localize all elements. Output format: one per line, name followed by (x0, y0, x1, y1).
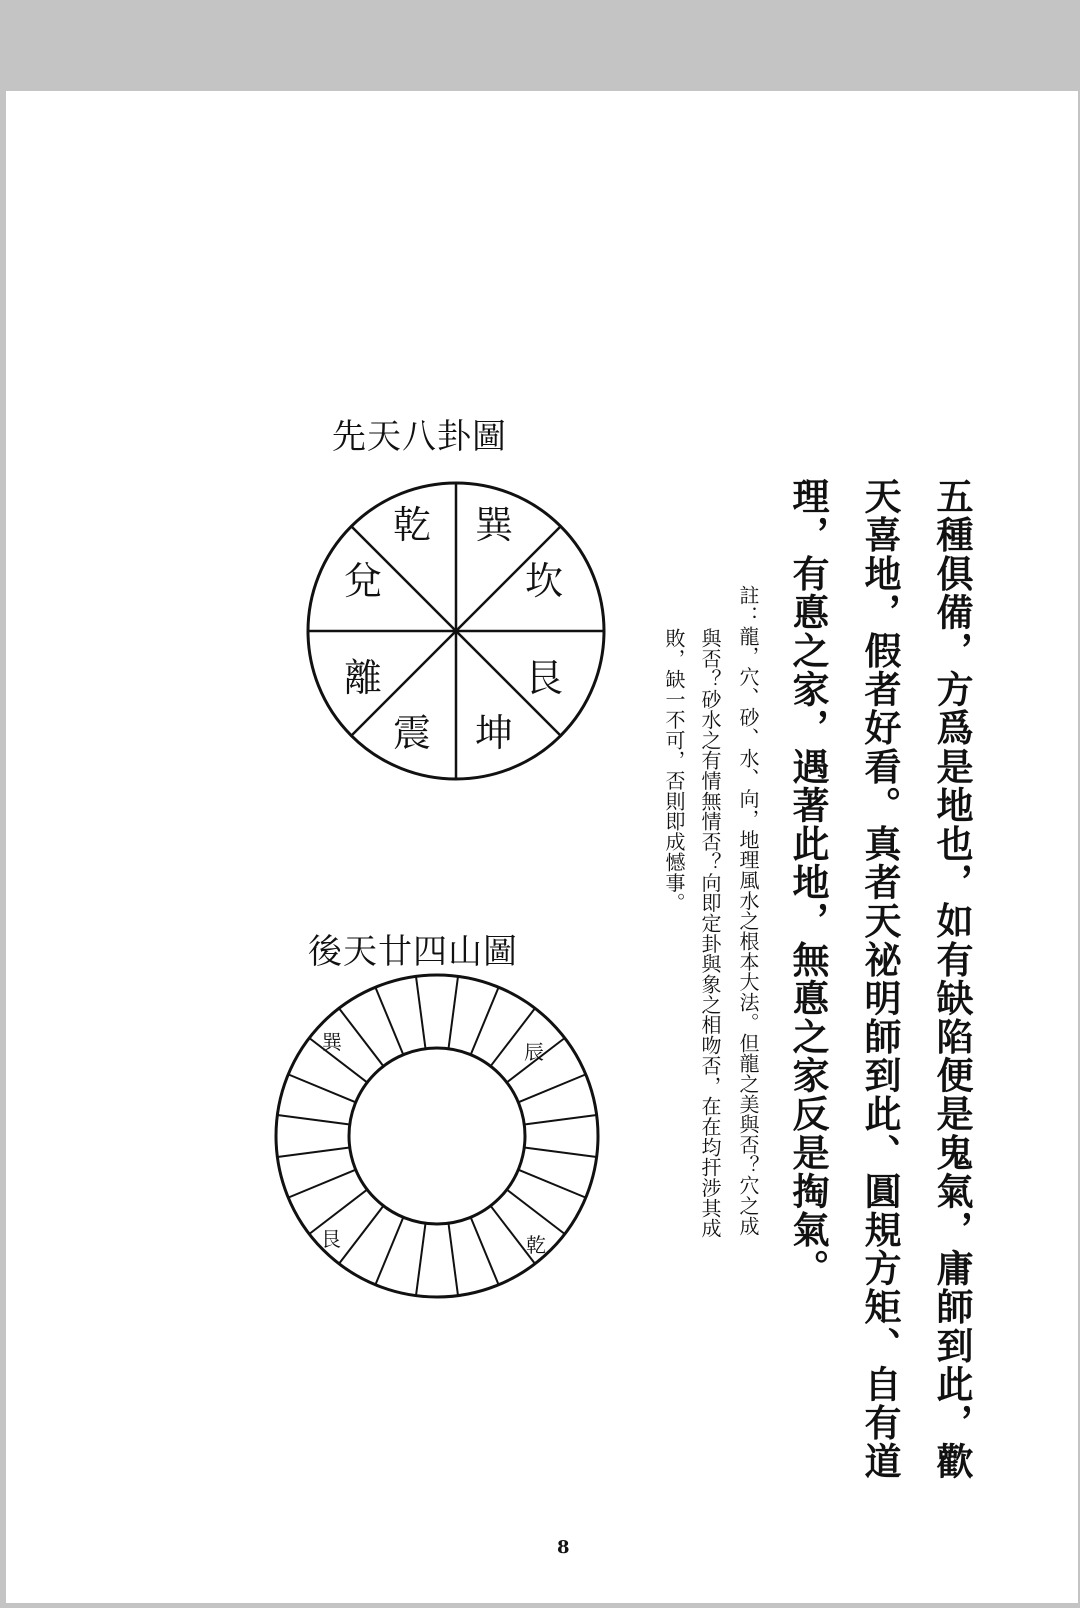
ring-division-line (524, 1115, 596, 1125)
ring-division-line (416, 976, 426, 1048)
ring-division-line (288, 1170, 355, 1198)
ring-division-line (524, 1147, 596, 1157)
ring-division-line (375, 987, 403, 1054)
mountain-label-qian: 乾 (526, 1233, 546, 1257)
ring-division-line (339, 1206, 383, 1264)
mountain-label-gen: 艮 (321, 1227, 341, 1251)
ring-division-line (448, 976, 458, 1048)
trigram-dui: 兌 (343, 559, 383, 603)
mountain-label-xun: 巽 (322, 1030, 342, 1054)
ring-division-line (518, 1170, 585, 1198)
trigram-li: 離 (343, 656, 383, 700)
twenty-four-mountains-diagram (272, 971, 602, 1301)
mountain-label-chen: 辰 (524, 1040, 544, 1064)
trigram-kun: 坤 (474, 711, 514, 755)
trigram-gen: 艮 (524, 656, 564, 700)
note-column-2: 與否？砂水之有情無情否？向即定卦與象之相吻否，在在均扞涉其成 (698, 628, 722, 1239)
ring-division-line (518, 1074, 585, 1102)
page-number: 8 (557, 1537, 570, 1558)
diagram2-title: 後天廿四山圖 (308, 932, 518, 972)
note-column-1: 註：龍，穴、砂、水、向，地理風水之根本大法。但龍之美與否？穴之成 (736, 585, 760, 1237)
main-text-column-3: 理，有悳之家，遇著此地，無悳之家反是掏氣。 (786, 477, 830, 1288)
book-page (6, 91, 1078, 1603)
diagram1-title: 先天八卦圖 (332, 417, 507, 457)
main-text-column-2: 天喜地，假者好看。真者天祕明師到此、圓規方矩、自有道 (858, 477, 902, 1481)
ring-division-line (375, 1217, 403, 1284)
bagua-diagram (296, 471, 616, 791)
ring-division-line (288, 1074, 355, 1102)
trigram-zhen: 震 (392, 711, 432, 755)
ring-division-line (339, 1008, 383, 1066)
ring-division-line (277, 1147, 349, 1157)
ring-division-line (277, 1115, 349, 1125)
trigram-qian: 乾 (392, 503, 432, 547)
ring-division-line (471, 987, 499, 1054)
trigram-kan: 坎 (524, 559, 564, 603)
ring-division-line (507, 1190, 565, 1234)
ring-division-line (416, 1223, 426, 1295)
trigram-xun: 巽 (474, 503, 514, 547)
main-text-column-1: 五種俱備，方爲是地也，如有缺陷便是鬼氣，庸師到此，歡 (930, 477, 974, 1481)
ring-division-line (448, 1223, 458, 1295)
note-column-3: 敗，缺一不可，否則即成憾事。 (662, 628, 686, 913)
ring-division-line (471, 1217, 499, 1284)
